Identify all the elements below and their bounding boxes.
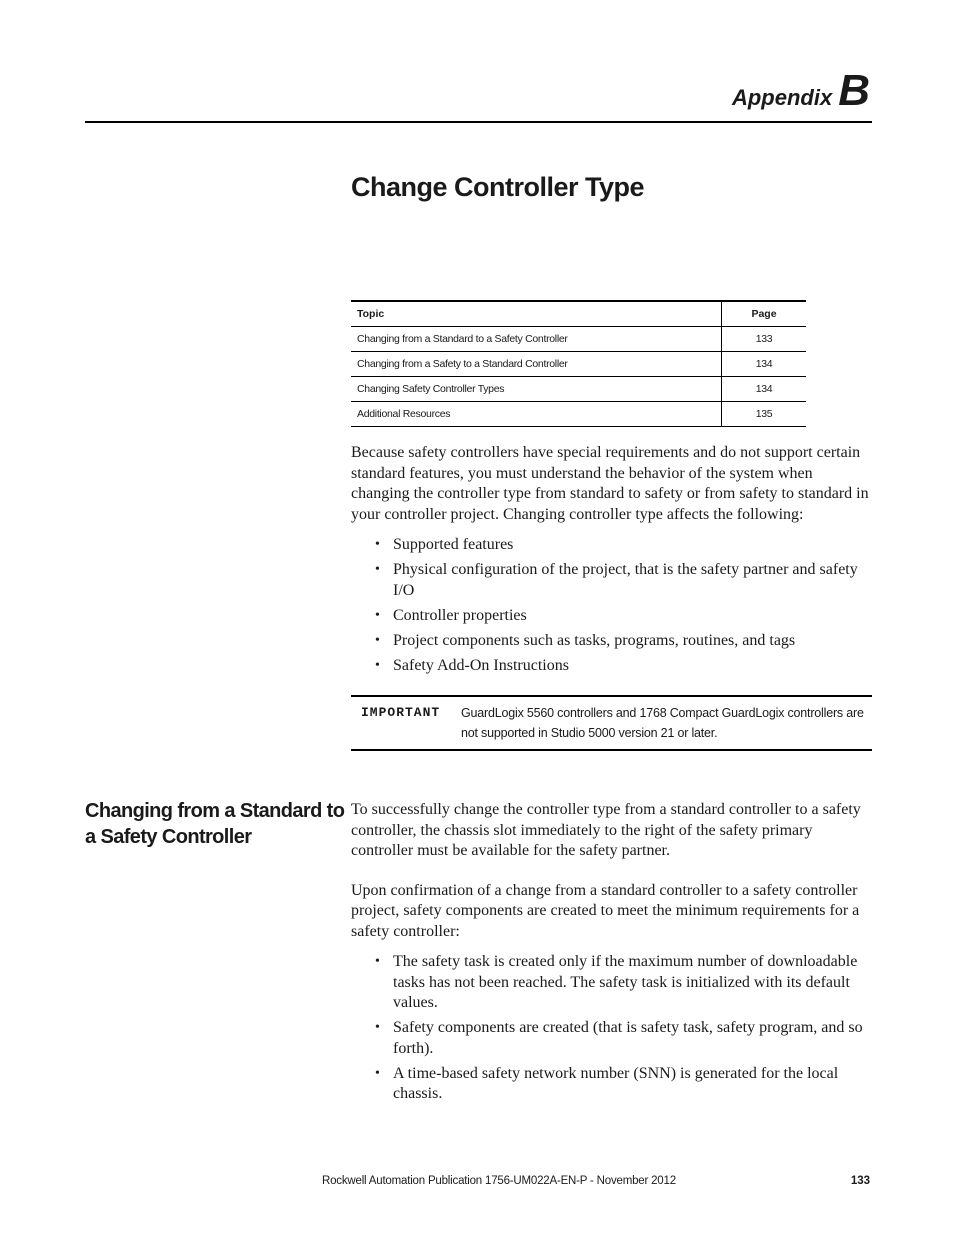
topic-cell[interactable]: Additional Resources [351,402,722,427]
page-number: 133 [850,1175,870,1187]
list-item: • Physical configuration of the project, that is the safety partner and safety I/O [375,561,858,599]
footer-publication: Rockwell Automation Publication 1756-UM022A-EN-P - November 2012 [322,1175,676,1187]
list-item: • A time-based safety network number (SNN) is generated for the local chassis. [375,1064,839,1102]
intro-paragraph: Because safety controllers have special requirements and do not support certain standard features, you must understand the behavior of the system when changing the controller type from standard to safety or from safety to standard in your controller project. Changing controller type affects the following: [351,444,869,523]
column-header-page: Page [722,301,807,327]
page-cell[interactable]: 134 [722,377,807,402]
topic-cell[interactable]: Changing from a Safety to a Standard Controller [351,352,722,377]
important-text: GuardLogix 5560 controllers and 1768 Compact GuardLogix controllers are not supported in Studio 5000 version 21 or later. [461,706,864,740]
intro-bullet-list [351,535,871,676]
bullet-icon: • [375,562,380,577]
appendix-heading [732,66,870,116]
list-item: • Safety Add-On Instructions [351,656,871,677]
topic-cell[interactable]: Changing from a Standard to a Safety Controller [351,327,722,352]
table-header-row [351,301,806,327]
header-rule [85,121,872,123]
section-body [351,800,871,1109]
list-item: • Controller properties [351,606,871,627]
list-item: • Project components such as tasks, programs, routines, and tags [351,631,871,652]
topic-cell[interactable]: Changing Safety Controller Types [351,377,722,402]
table-row[interactable] [351,402,806,427]
page-cell[interactable]: 134 [722,352,807,377]
table-row[interactable] [351,352,806,377]
section-heading: Changing from a Standard to a Safety Controller [85,800,345,848]
bullet-icon: • [375,954,380,969]
appendix-word: Appendix [731,85,833,110]
table-row[interactable] [351,327,806,352]
bullet-icon: • [375,537,380,552]
list-item: • Safety components are created (that is safety task, safety program, and so forth). [375,1019,863,1057]
column-header-topic: Topic [351,301,722,327]
bullet-icon: • [375,657,380,673]
section-bullet-list [351,952,871,1105]
page-cell[interactable]: 135 [722,402,807,427]
bullet-icon: • [375,1065,380,1081]
page-cell[interactable]: 133 [722,327,807,352]
topics-table [351,300,806,427]
table-row[interactable] [351,377,806,402]
appendix-letter: B [838,66,870,115]
intro-section [351,443,871,681]
list-item: • Supported features [351,535,871,556]
important-label: IMPORTANT [361,705,441,720]
page-title: Change Controller Type [351,172,645,202]
list-item: • The safety task is created only if the maximum number of downloadable tasks has not been reached. The safety task is initialized with its default values. [375,953,858,1011]
bullet-icon: • [375,1020,380,1035]
important-note [351,695,872,751]
section-paragraph-1: To successfully change the controller type from a standard controller to a safety controller, the chassis slot immediately to the right of the safety primary controller must be available for the safety partner. [351,801,861,859]
bullet-icon: • [375,632,380,648]
bullet-icon: • [375,607,380,623]
section-paragraph-2: Upon confirmation of a change from a standard controller to a safety controller project, safety components are created to meet the minimum requirements for a safety controller: [351,881,860,940]
